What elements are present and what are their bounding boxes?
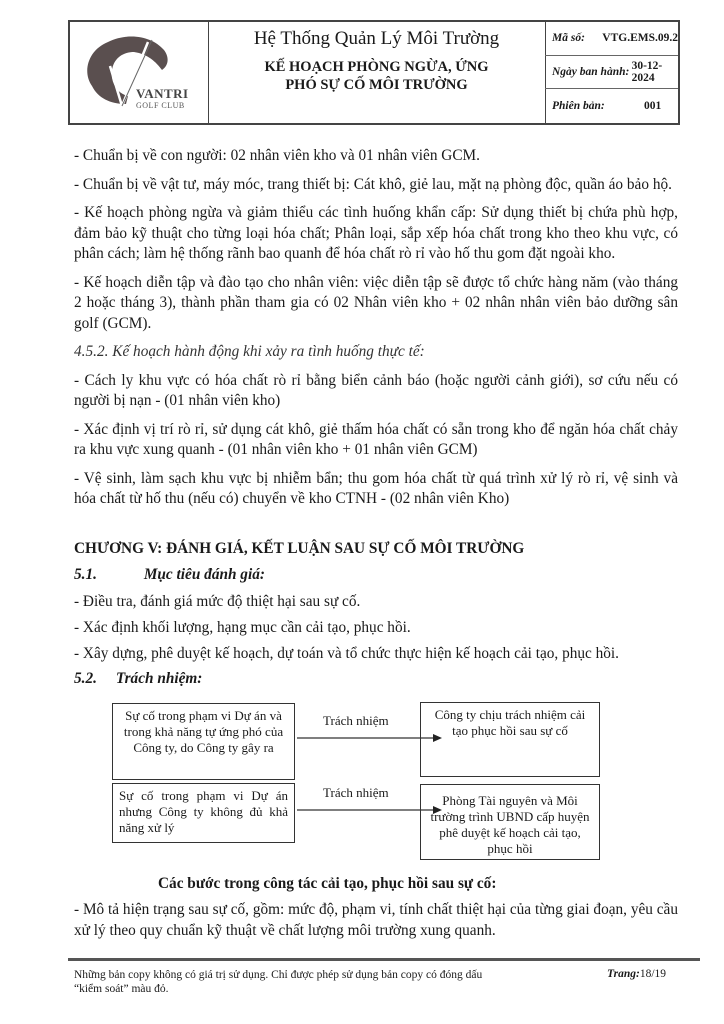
arrow-label: Trách nhiệm	[323, 785, 389, 800]
footer-note: Những bản copy không có giá trị sử dụng. Chỉ được phép sử dụng bản copy có đóng dấu “kiểm soát” màu đỏ.	[74, 969, 483, 995]
logo	[70, 22, 209, 123]
action-item: - Vệ sinh, làm sạch khu vực bị nhiễm bẩn; thu gom hóa chất từ quá trình xử lý rò rỉ, vệ sinh và hóa chất từ hố thu (nếu có) chuyển về kho CTNH - (02 nhân viên Kho)	[74, 469, 678, 507]
subheading-4-5-2: 4.5.2. Kế hoạch hành động khi xảy ra tình huống thực tế:	[74, 343, 425, 360]
section-title: Trách nhiệm:	[115, 670, 203, 687]
arrow-label: Trách nhiệm	[323, 713, 389, 728]
meta-date	[545, 56, 678, 90]
meta-date-label: Ngày ban hành:	[552, 65, 630, 78]
step-item: - Mô tả hiện trạng sau sự cố, gồm: mức độ, phạm vi, tính chất thiệt hại của từng giai đoạn, yêu cầu xử lý theo quy chuẩn kỹ thuật về chất lượng môi trường xung quanh.	[74, 901, 678, 939]
objective-item: - Xác định khối lượng, hạng mục cần cải tạo, phục hồi.	[74, 619, 411, 636]
page-label: Trang:	[607, 968, 640, 980]
section-5-1	[74, 566, 265, 584]
body-content	[74, 146, 678, 518]
paragraph: - Kế hoạch diễn tập và đào tạo cho nhân viên: việc diễn tập sẽ được tổ chức hàng năm (vào tháng 2 hoặc tháng 3), thành phần tham gia có 02 Nhân viên kho + 02 nhân nhân viên bảo dưỡng sân golf (GCM).	[74, 273, 678, 332]
section-number: 5.1.	[74, 566, 97, 583]
logo-brand: VANTRI	[136, 86, 189, 101]
system-title: Hệ Thống Quản Lý Môi Trường	[253, 28, 500, 49]
objective-item: - Điều tra, đánh giá mức độ thiệt hại sau sự cố.	[74, 593, 361, 610]
action-item: - Cách ly khu vực có hóa chất rò rỉ bằng biển cảnh báo (hoặc người cảnh giới), sơ cứu nếu có người bị nạn - (01 nhân viên kho)	[74, 371, 678, 409]
meta-version	[545, 89, 678, 123]
steps-body	[74, 900, 678, 949]
section-number: 5.2.	[74, 670, 97, 687]
paragraph: - Chuẩn bị về vật tư, máy móc, trang thiết bị: Cát khô, giẻ lau, mặt nạ phòng độc, quần áo bảo hộ.	[74, 175, 672, 193]
section-5-2	[74, 670, 202, 688]
diagram-left-box: Sự cố trong phạm vi Dự án và trong khả năng tự ứng phó của Công ty, do Công ty gây ra	[112, 703, 295, 780]
doc-title-line1: KẾ HOẠCH PHÒNG NGỪA, ỨNG	[264, 59, 489, 75]
diagram-right-box: Công ty chịu trách nhiệm cải tạo phục hồi sau sự cố	[420, 702, 600, 777]
objective-item: - Xây dựng, phê duyệt kế hoạch, dự toán và tổ chức thực hiện kế hoạch cải tạo, phục hồi.	[74, 645, 620, 662]
steps-title: Các bước trong công tác cải tạo, phục hồi sau sự cố:	[158, 875, 497, 892]
page-number	[607, 968, 666, 980]
meta-code-value: VTG.EMS.09.2	[602, 32, 678, 45]
meta-code	[545, 22, 678, 56]
diagram-right-box: Phòng Tài nguyên và Môi trường trình UBND cấp huyện phê duyệt kế hoạch cải tạo, phục hồi	[420, 784, 600, 860]
diagram-left-box: Sự cố trong phạm vi Dự án nhưng Công ty không đủ khả năng xử lý	[112, 783, 295, 843]
logo-tagline: GOLF CLUB	[136, 101, 185, 110]
action-item: - Xác định vị trí rò rỉ, sử dụng cát khô, giẻ thấm hóa chất có sẵn trong kho để ngăn hóa chất chảy ra khu vực xung quanh - (01 nhân viên kho + 01 nhân viên GCM)	[74, 420, 678, 458]
chapter-title: CHƯƠNG V: ĐÁNH GIÁ, KẾT LUẬN SAU SỰ CỐ MÔI TRƯỜNG	[74, 540, 525, 557]
section-title: Mục tiêu đánh giá:	[143, 566, 265, 583]
paragraph: - Chuẩn bị về con người: 02 nhân viên kho và 01 nhân viên GCM.	[74, 147, 480, 164]
meta-code-label: Mã số:	[552, 32, 585, 45]
meta-date-value: 30-12-2024	[631, 59, 663, 84]
doc-title-line2: PHÓ SỰ CỐ MÔI TRƯỜNG	[285, 77, 468, 93]
header-title-block	[208, 22, 546, 123]
meta-version-value: 001	[644, 99, 662, 112]
page-value: 18/19	[639, 968, 667, 980]
meta-version-label: Phiên bản:	[552, 99, 605, 112]
header-meta	[545, 22, 678, 123]
paragraph: - Kế hoạch phòng ngừa và giảm thiểu các tình huống khẩn cấp: Sử dụng thiết bị chứa phù hợp, đảm bảo kỹ thuật cho từng loại hóa chất; Phân loại, sắp xếp hóa chất trong kho theo khu vực, có phân cách; làm hệ thống rãnh bao quanh để hóa chất rò rỉ vào hố thu gom đặt ngoài kho.	[74, 204, 678, 262]
footer-divider	[68, 958, 700, 961]
document-header	[68, 20, 680, 125]
